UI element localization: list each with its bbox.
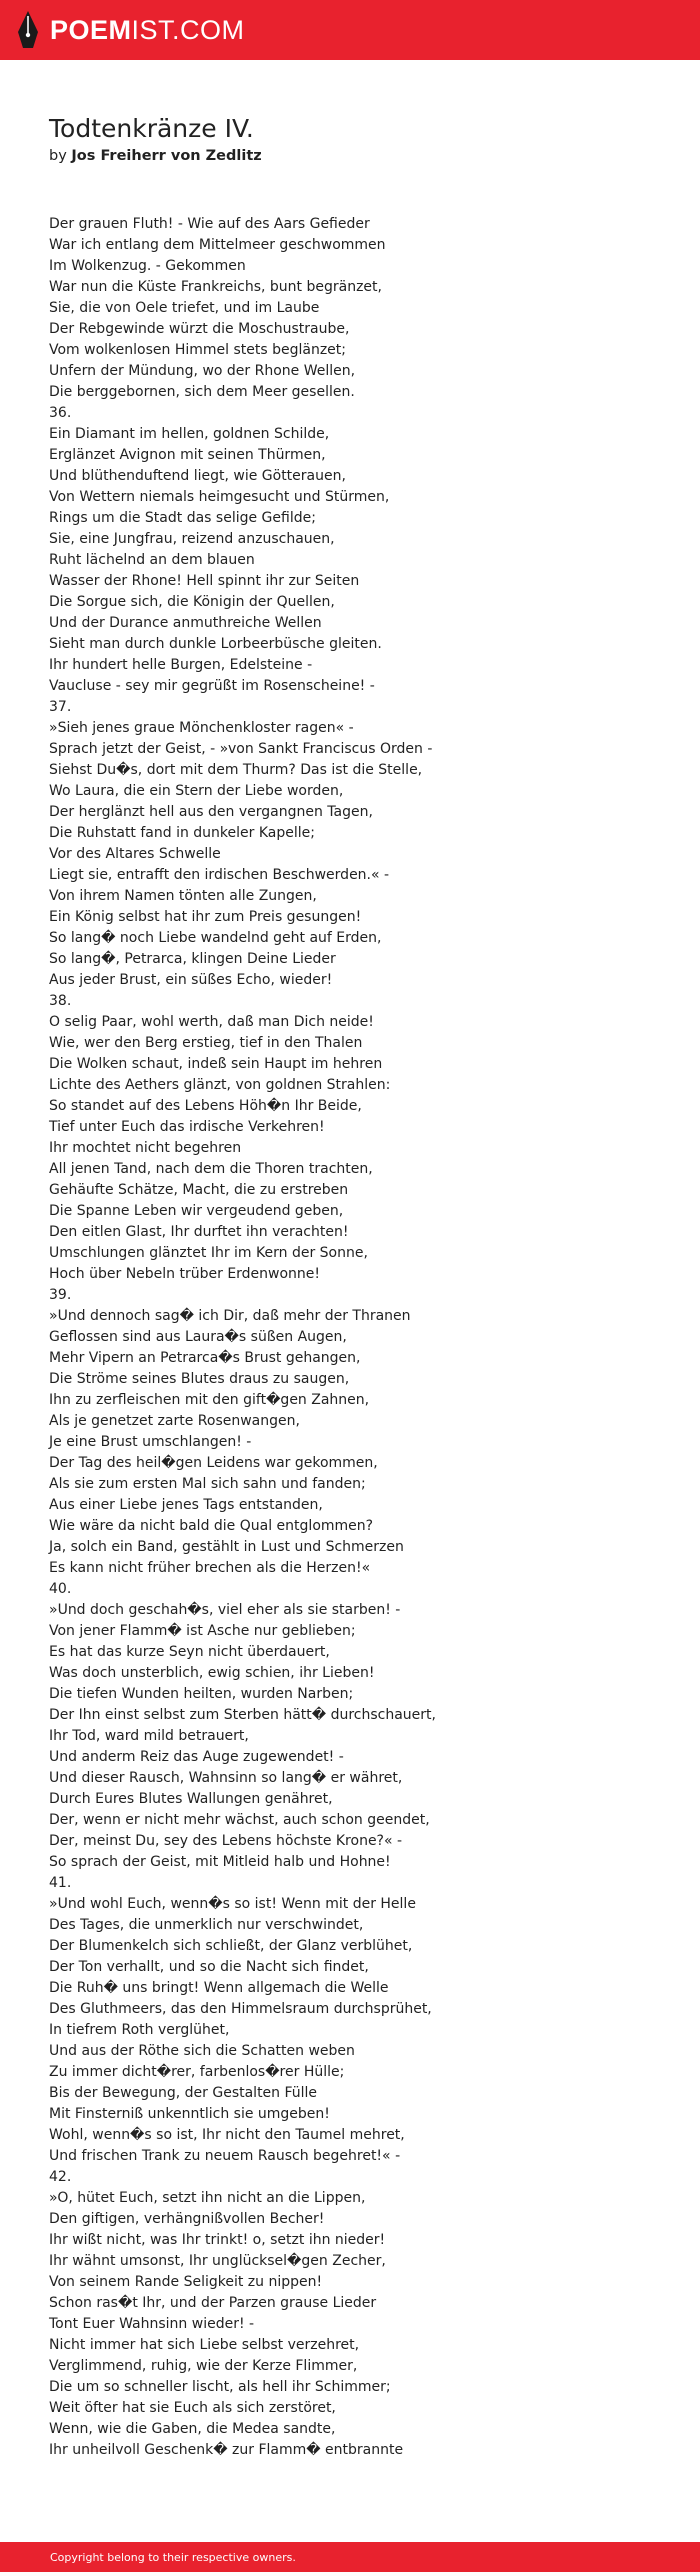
poem-line: Die um so schneller lischt, als hell ihr Schimmer; [49, 2379, 391, 2395]
poem-title: Todtenkränze IV. [49, 114, 254, 143]
copyright-text: Copyright belong to their respective owners. [50, 2550, 296, 2564]
poem-line: Von ihrem Namen tönten alle Zungen, [49, 888, 317, 904]
poem-line: Was doch unsterblich, ewig schien, ihr Lieben! [49, 1665, 375, 1681]
site-header [0, 0, 700, 60]
poem-line: 42. [49, 2169, 72, 2185]
poem-line: Ein Diamant im hellen, goldnen Schilde, [49, 426, 330, 442]
poem-line: Verglimmend, ruhig, wie der Kerze Flimmer, [49, 2358, 358, 2374]
poem-line: »Und dennoch sag� ich Dir, daß mehr der Thranen [49, 1308, 411, 1324]
author-name[interactable]: Jos Freiherr von Zedlitz [71, 148, 262, 164]
poem-line: Als je genetzet zarte Rosenwangen, [49, 1413, 300, 1429]
poem-line: Und blüthenduftend liegt, wie Götterauen, [49, 468, 346, 484]
poem-line: Ihr wähnt umsonst, Ihr unglücksel�gen Zecher, [49, 2253, 386, 2269]
poem-line: Der herglänzt hell aus den vergangnen Tagen, [49, 804, 373, 820]
pen-nib-icon [16, 10, 40, 50]
poem-line: Wie wäre da nicht bald die Qual entglommen? [49, 1518, 374, 1534]
poem-line: Sie, die von Oele triefet, und im Laube [49, 300, 320, 316]
poem-article [49, 112, 659, 2461]
poem-line: Ihr mochtet nicht begehren [49, 1140, 242, 1156]
poem-line: Der Blumenkelch sich schließt, der Glanz verblühet, [49, 1938, 413, 1954]
poem-line: Von jener Flamm� ist Asche nur geblieben; [49, 1623, 356, 1639]
poem-line: Der Rebgewinde würzt die Moschustraube, [49, 321, 350, 337]
poem-line: Liegt sie, entrafft den irdischen Beschwerden.« - [49, 867, 390, 883]
poem-line: Die Ruh� uns bringt! Wenn allgemach die Welle [49, 1980, 389, 1996]
poem-line: Hoch über Nebeln trüber Erdenwonne! [49, 1266, 321, 1282]
poem-line: Tont Euer Wahnsinn wieder! - [49, 2316, 255, 2332]
poem-line: 39. [49, 1287, 72, 1303]
poem-line: Der, meinst Du, sey des Lebens höchste Krone?« - [49, 1833, 403, 1849]
poem-line: Mit Finsterniß unkenntlich sie umgeben! [49, 2106, 330, 2122]
poem-line: Ihr hundert helle Burgen, Edelsteine - [49, 657, 313, 673]
poem-line: Schon ras�t Ihr, und der Parzen grause Lieder [49, 2295, 377, 2311]
poem-line: Die Spanne Leben wir vergeudend geben, [49, 1203, 344, 1219]
poem-line: »Und wohl Euch, wenn�s so ist! Wenn mit der Helle [49, 1896, 416, 1912]
poem-line: Die Wolken schaut, indeß sein Haupt im hehren [49, 1056, 383, 1072]
poem-line: Und dieser Rausch, Wahnsinn so lang� er währet, [49, 1770, 403, 1786]
poem-line: So sprach der Geist, mit Mitleid halb und Hohne! [49, 1854, 391, 1870]
poem-line: 40. [49, 1581, 72, 1597]
poem-line: Zu immer dicht�rer, farbenlos�rer Hülle; [49, 2064, 345, 2080]
poem-line: 41. [49, 1875, 72, 1891]
poem-line: Rings um die Stadt das selige Gefilde; [49, 510, 316, 526]
poem-line: 36. [49, 405, 72, 421]
poem-line: Es kann nicht früher brechen als die Herzen!« [49, 1560, 371, 1576]
poem-line: Und frischen Trank zu neuem Rausch begehret!« - [49, 2148, 401, 2164]
poem-line: Die Ströme seines Blutes draus zu saugen, [49, 1371, 350, 1387]
poem-line: Wasser der Rhone! Hell spinnt ihr zur Seiten [49, 573, 360, 589]
poem-line: Der, wenn er nicht mehr wächst, auch schon geendet, [49, 1812, 430, 1828]
site-footer [0, 2542, 700, 2572]
poem-line: Lichte des Aethers glänzt, von goldnen Strahlen: [49, 1077, 391, 1093]
poem-line: Wohl, wenn�s so ist, Ihr nicht den Taumel mehret, [49, 2127, 405, 2143]
site-logo[interactable] [16, 10, 245, 50]
poem-line: 37. [49, 699, 72, 715]
poem-line: Durch Eures Blutes Wallungen genähret, [49, 1791, 333, 1807]
poem-line: »Und doch geschah�s, viel eher als sie starben! - [49, 1602, 401, 1618]
poem-line: Der Ton verhallt, und so die Nacht sich findet, [49, 1959, 369, 1975]
poem-line: Weit öfter hat sie Euch als sich zerstöret, [49, 2400, 336, 2416]
poem-line: Von Wettern niemals heimgesucht und Stürmen, [49, 489, 390, 505]
poem-line: Wo Laura, die ein Stern der Liebe worden, [49, 783, 344, 799]
poem-line: »Sieh jenes graue Mönchenkloster ragen« - [49, 720, 354, 736]
poem-line: Der grauen Fluth! - Wie auf des Aars Gefieder [49, 216, 370, 232]
poem-line: War nun die Küste Frankreichs, bunt begränzet, [49, 279, 382, 295]
poem-byline [49, 148, 659, 164]
poem-line: Nicht immer hat sich Liebe selbst verzehret, [49, 2337, 360, 2353]
poem-line: Unfern der Mündung, wo der Rhone Wellen, [49, 363, 356, 379]
poem-line: Mehr Vipern an Petrarca�s Brust gehangen, [49, 1350, 361, 1366]
poem-line: Bis der Bewegung, der Gestalten Fülle [49, 2085, 318, 2101]
poem-line: Siehst Du�s, dort mit dem Thurm? Das ist die Stelle, [49, 762, 423, 778]
poem-line: Ihn zu zerfleischen mit den gift�gen Zahnen, [49, 1392, 370, 1408]
poem-line: Sie, eine Jungfrau, reizend anzuschauen, [49, 531, 335, 547]
poem-line: Wie, wer den Berg erstieg, tief in den Thalen [49, 1035, 363, 1051]
poem-line: Erglänzet Avignon mit seinen Thürmen, [49, 447, 326, 463]
poem-line: O selig Paar, wohl werth, daß man Dich neide! [49, 1014, 374, 1030]
poem-line: Ruht lächelnd an dem blauen [49, 552, 255, 568]
poem-line: Ihr Tod, ward mild betrauert, [49, 1728, 249, 1744]
poem-line: Vom wolkenlosen Himmel stets beglänzet; [49, 342, 347, 358]
poem-line: Und aus der Röthe sich die Schatten weben [49, 2043, 355, 2059]
poem-line: Ihr wißt nicht, was Ihr trinkt! o, setzt ihn nieder! [49, 2232, 386, 2248]
poem-line: Vaucluse - sey mir gegrüßt im Rosenscheine! - [49, 678, 375, 694]
poem-line: So standet auf des Lebens Höh�n Ihr Beide, [49, 1098, 362, 1114]
poem-line: Ja, solch ein Band, gestählt in Lust und Schmerzen [49, 1539, 404, 1555]
poem-line: Die Ruhstatt fand in dunkeler Kapelle; [49, 825, 315, 841]
poem-line: All jenen Tand, nach dem die Thoren trachten, [49, 1161, 373, 1177]
poem-line: Im Wolkenzug. - Gekommen [49, 258, 246, 274]
poem-line: Ihr unheilvoll Geschenk� zur Flamm� entbrannte [49, 2442, 404, 2458]
poem-line: Den giftigen, verhängnißvollen Becher! [49, 2211, 325, 2227]
poem-line: Ein König selbst hat ihr zum Preis gesungen! [49, 909, 362, 925]
poem-line: Den eitlen Glast, Ihr durftet ihn verachten! [49, 1224, 349, 1240]
poem-line: So lang� noch Liebe wandelnd geht auf Erden, [49, 930, 382, 946]
poem-line: Die berggebornen, sich dem Meer gesellen. [49, 384, 355, 400]
poem-line: Tief unter Euch das irdische Verkehren! [49, 1119, 325, 1135]
poem-line: In tiefrem Roth verglühet, [49, 2022, 230, 2038]
poem-line: Umschlungen glänztet Ihr im Kern der Sonne, [49, 1245, 368, 1261]
poem-line: Der Ihn einst selbst zum Sterben hätt� durchschauert, [49, 1707, 436, 1723]
poem-body [49, 214, 659, 2461]
poem-line: Als sie zum ersten Mal sich sahn und fanden; [49, 1476, 366, 1492]
poem-line: Gehäufte Schätze, Macht, die zu erstreben [49, 1182, 349, 1198]
poem-line: Die Sorgue sich, die Königin der Quellen, [49, 594, 335, 610]
poem-line: Sieht man durch dunkle Lorbeerbüsche gleiten. [49, 636, 382, 652]
poem-line: 38. [49, 993, 72, 1009]
poem-line: Es hat das kurze Seyn nicht überdauert, [49, 1644, 330, 1660]
poem-line: Und der Durance anmuthreiche Wellen [49, 615, 322, 631]
poem-line: Und anderm Reiz das Auge zugewendet! - [49, 1749, 344, 1765]
poem-line: Vor des Altares Schwelle [49, 846, 221, 862]
poem-line: So lang�, Petrarca, klingen Deine Lieder [49, 951, 336, 967]
logo-wordmark: POEMIST.COM [50, 14, 245, 45]
by-label: by [49, 148, 67, 164]
poem-line: Die tiefen Wunden heilten, wurden Narben; [49, 1686, 354, 1702]
poem-line: Sprach jetzt der Geist, - »von Sankt Franciscus Orden - [49, 741, 433, 757]
poem-line: Je eine Brust umschlangen! - [49, 1434, 252, 1450]
poem-line: Aus jeder Brust, ein süßes Echo, wieder! [49, 972, 333, 988]
poem-line: Aus einer Liebe jenes Tags entstanden, [49, 1497, 323, 1513]
poem-line: Geflossen sind aus Laura�s süßen Augen, [49, 1329, 347, 1345]
poem-line: War ich entlang dem Mittelmeer geschwommen [49, 237, 386, 253]
poem-line: Des Tages, die unmerklich nur verschwindet, [49, 1917, 364, 1933]
poem-line: Der Tag des heil�gen Leidens war gekommen, [49, 1455, 378, 1471]
poem-line: »O, hütet Euch, setzt ihn nicht an die Lippen, [49, 2190, 366, 2206]
poem-line: Des Gluthmeers, das den Himmelsraum durchsprühet, [49, 2001, 432, 2017]
poem-line: Wenn, wie die Gaben, die Medea sandte, [49, 2421, 336, 2437]
poem-line: Von seinem Rande Seligkeit zu nippen! [49, 2274, 323, 2290]
